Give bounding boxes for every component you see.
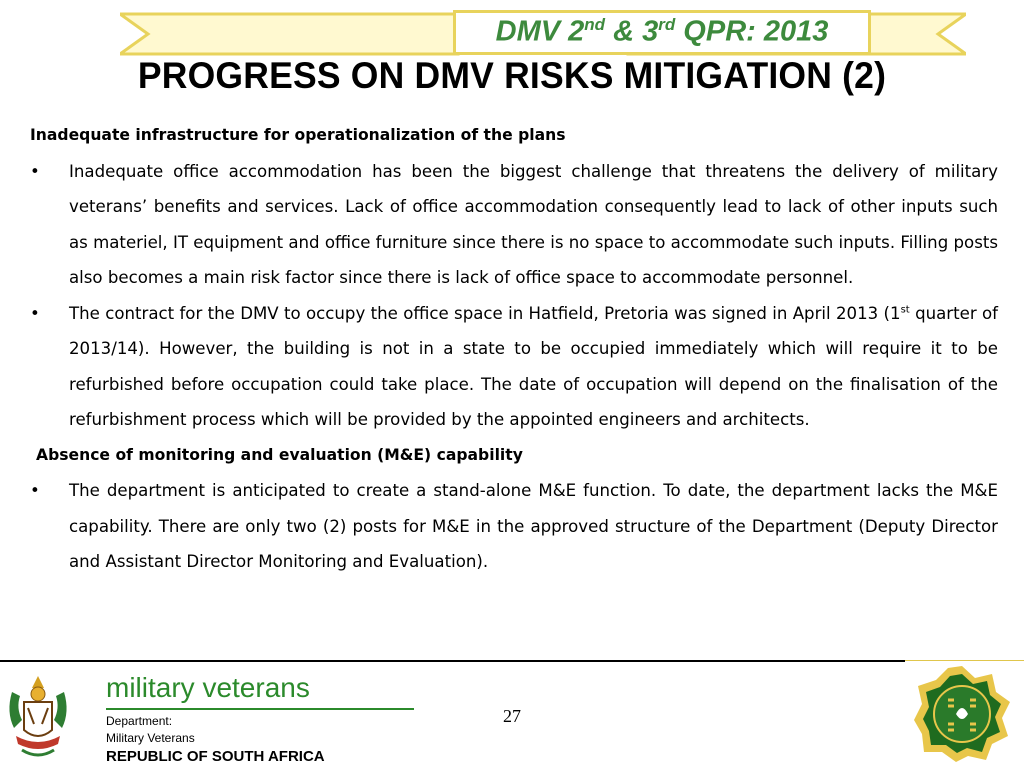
- department-label: Department: Military Veterans: [106, 714, 195, 745]
- banner-box: [453, 10, 871, 55]
- org-name: military veterans: [106, 672, 310, 703]
- bullet-icon: •: [30, 481, 40, 500]
- banner-title: DMV 2nd & 3rd QPR: 2013: [495, 15, 829, 48]
- bullet-item: • The department is anticipated to create a stand-alone M&E function. To date, the department lacks the M&E capability. There are only two (2) posts for M&E in the approved structure of the Department (Deputy Director and Assistant Director Monitoring and Evaluation).: [30, 473, 998, 580]
- footer-divider-gold: [905, 660, 1024, 661]
- bullet-item: • Inadequate office accommodation has been the biggest challenge that threatens the delivery of military veterans’ benefits and services. Lack of office accommodation consequently lead to lack of other inputs such as materiel, IT equipment and office furniture since there is no space to accommodate such inputs. Filling posts also becomes a main risk factor since there is lack of office space to accommodate personnel.: [30, 154, 998, 296]
- military-veterans-badge-logo: [912, 664, 1012, 764]
- coat-of-arms-logo: [4, 672, 72, 764]
- bullet-item: • The contract for the DMV to occupy the office space in Hatfield, Pretoria was signed in April 2013 (1st quarter of 2013/14). However, the building is not in a state to be occupied immediately which will require it to be refurbished before occupation could take place. The date of occupation will depend on the finalisation of the refurbishment process which will be provided by the appointed engineers and architects.: [30, 296, 998, 438]
- section-heading-monitoring: Absence of monitoring and evaluation (M&E) capability: [36, 445, 523, 464]
- section-heading-infrastructure: Inadequate infrastructure for operationalization of the plans: [30, 126, 566, 144]
- bullet-icon: •: [30, 161, 40, 181]
- slide-body: [30, 118, 998, 580]
- country-label: REPUBLIC OF SOUTH AFRICA: [106, 748, 325, 765]
- page-number: 27: [503, 706, 521, 726]
- footer-divider: [0, 660, 905, 662]
- bullet-icon: •: [30, 303, 40, 323]
- slide-title: PROGRESS ON DMV RISKS MITIGATION (2): [137, 55, 887, 96]
- header-ribbon: [120, 10, 966, 58]
- org-name-underline: [106, 708, 414, 710]
